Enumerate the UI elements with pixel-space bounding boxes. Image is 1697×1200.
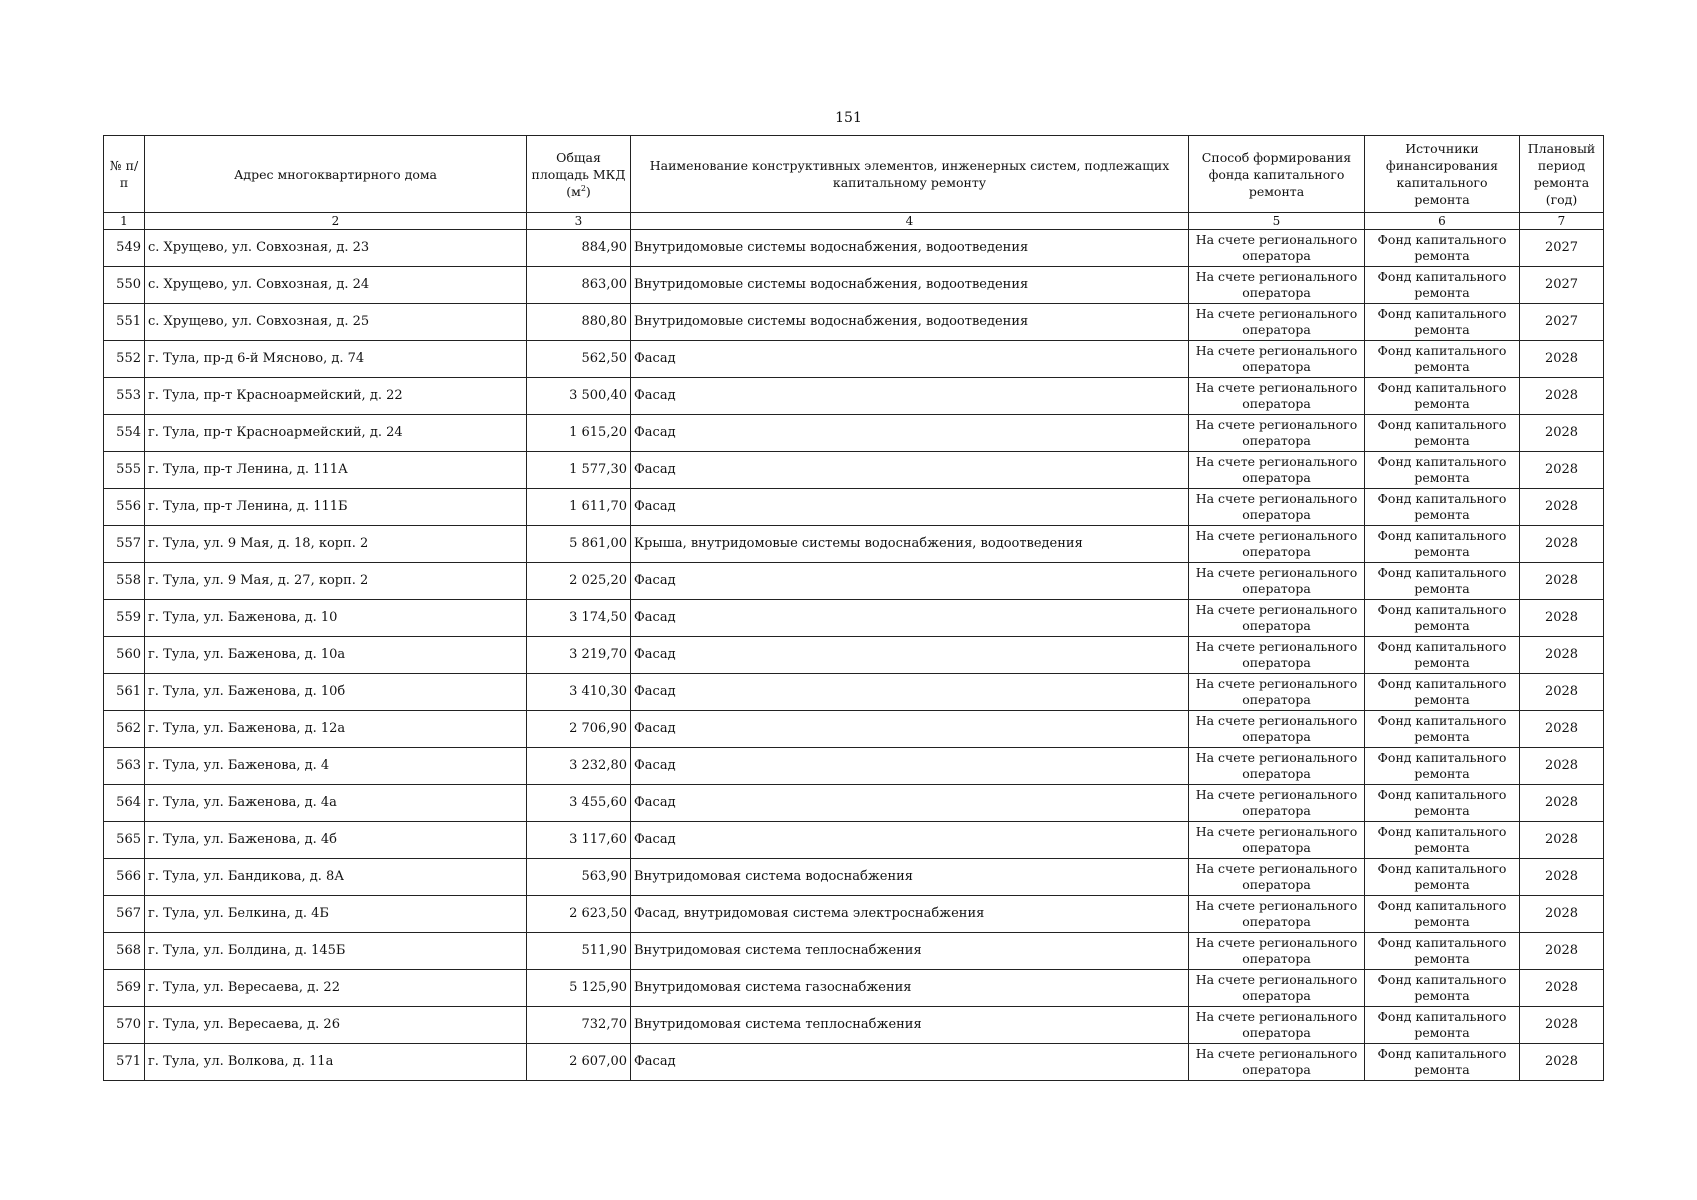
row-year: 2028 xyxy=(1520,896,1604,933)
row-number: 565 xyxy=(104,822,145,859)
row-method: На счете регионального оператора xyxy=(1189,1007,1365,1044)
row-elements: Внутридомовая система теплоснабжения xyxy=(631,933,1189,970)
row-address: г. Тула, пр-т Красноармейский, д. 24 xyxy=(145,415,527,452)
row-area: 3 174,50 xyxy=(527,600,631,637)
row-method: На счете регионального оператора xyxy=(1189,378,1365,415)
row-method: На счете регионального оператора xyxy=(1189,785,1365,822)
row-year: 2027 xyxy=(1520,267,1604,304)
column-number: 4 xyxy=(631,213,1189,230)
row-year: 2027 xyxy=(1520,230,1604,267)
row-number: 567 xyxy=(104,896,145,933)
header-source: Источники финансирования капитального ремонта xyxy=(1365,136,1520,213)
row-number: 556 xyxy=(104,489,145,526)
row-method: На счете регионального оператора xyxy=(1189,526,1365,563)
row-number: 564 xyxy=(104,785,145,822)
row-area: 732,70 xyxy=(527,1007,631,1044)
row-method: На счете регионального оператора xyxy=(1189,415,1365,452)
row-number: 557 xyxy=(104,526,145,563)
row-elements: Фасад xyxy=(631,489,1189,526)
row-year: 2028 xyxy=(1520,1007,1604,1044)
row-area: 3 117,60 xyxy=(527,822,631,859)
row-address: г. Тула, ул. Вересаева, д. 26 xyxy=(145,1007,527,1044)
row-year: 2028 xyxy=(1520,674,1604,711)
table-body xyxy=(104,230,1604,1081)
row-area: 5 125,90 xyxy=(527,970,631,1007)
header-address: Адрес многоквартирного дома xyxy=(145,136,527,213)
row-source: Фонд капитального ремонта xyxy=(1365,563,1520,600)
row-method: На счете регионального оператора xyxy=(1189,452,1365,489)
row-source: Фонд капитального ремонта xyxy=(1365,674,1520,711)
row-source: Фонд капитального ремонта xyxy=(1365,896,1520,933)
row-method: На счете регионального оператора xyxy=(1189,674,1365,711)
row-address: г. Тула, ул. Баженова, д. 12а xyxy=(145,711,527,748)
column-number: 2 xyxy=(145,213,527,230)
row-year: 2028 xyxy=(1520,563,1604,600)
row-area: 1 615,20 xyxy=(527,415,631,452)
row-year: 2028 xyxy=(1520,970,1604,1007)
row-number: 566 xyxy=(104,859,145,896)
row-year: 2028 xyxy=(1520,452,1604,489)
row-area: 2 623,50 xyxy=(527,896,631,933)
row-elements: Фасад xyxy=(631,637,1189,674)
row-address: г. Тула, ул. Баженова, д. 4 xyxy=(145,748,527,785)
row-year: 2028 xyxy=(1520,1044,1604,1081)
row-source: Фонд капитального ремонта xyxy=(1365,933,1520,970)
header-area-label: Общая площадь МКД xyxy=(531,149,626,182)
column-number: 3 xyxy=(527,213,631,230)
table-row xyxy=(104,1044,1604,1081)
row-source: Фонд капитального ремонта xyxy=(1365,637,1520,674)
row-number: 569 xyxy=(104,970,145,1007)
row-source: Фонд капитального ремонта xyxy=(1365,378,1520,415)
row-source: Фонд капитального ремонта xyxy=(1365,489,1520,526)
row-address: г. Тула, ул. Баженова, д. 4а xyxy=(145,785,527,822)
row-year: 2028 xyxy=(1520,341,1604,378)
row-year: 2028 xyxy=(1520,600,1604,637)
row-number: 549 xyxy=(104,230,145,267)
row-source: Фонд капитального ремонта xyxy=(1365,1044,1520,1081)
row-area: 2 706,90 xyxy=(527,711,631,748)
row-elements: Внутридомовая система водоснабжения xyxy=(631,859,1189,896)
table-row xyxy=(104,563,1604,600)
row-area: 3 232,80 xyxy=(527,748,631,785)
column-number: 1 xyxy=(104,213,145,230)
header-area xyxy=(527,136,631,213)
row-area: 1 611,70 xyxy=(527,489,631,526)
row-elements: Внутридомовые системы водоснабжения, водоотведения xyxy=(631,230,1189,267)
row-method: На счете регионального оператора xyxy=(1189,304,1365,341)
row-area: 3 410,30 xyxy=(527,674,631,711)
row-elements: Фасад xyxy=(631,452,1189,489)
row-method: На счете регионального оператора xyxy=(1189,637,1365,674)
row-elements: Фасад xyxy=(631,378,1189,415)
row-number: 559 xyxy=(104,600,145,637)
row-method: На счете регионального оператора xyxy=(1189,822,1365,859)
row-elements: Фасад xyxy=(631,415,1189,452)
table-row xyxy=(104,970,1604,1007)
row-number: 553 xyxy=(104,378,145,415)
table-header-row xyxy=(104,136,1604,213)
row-elements: Внутридомовые системы водоснабжения, водоотведения xyxy=(631,267,1189,304)
table-row xyxy=(104,822,1604,859)
row-year: 2028 xyxy=(1520,859,1604,896)
row-elements: Фасад xyxy=(631,711,1189,748)
row-number: 563 xyxy=(104,748,145,785)
row-elements: Фасад xyxy=(631,563,1189,600)
table-row xyxy=(104,489,1604,526)
header-elements: Наименование конструктивных элементов, инженерных систем, подлежащих капитальному ремонту xyxy=(631,136,1189,213)
row-year: 2028 xyxy=(1520,637,1604,674)
table-row xyxy=(104,230,1604,267)
table-row xyxy=(104,674,1604,711)
row-source: Фонд капитального ремонта xyxy=(1365,600,1520,637)
row-year: 2028 xyxy=(1520,933,1604,970)
row-area: 5 861,00 xyxy=(527,526,631,563)
row-source: Фонд капитального ремонта xyxy=(1365,452,1520,489)
row-source: Фонд капитального ремонта xyxy=(1365,304,1520,341)
row-number: 568 xyxy=(104,933,145,970)
header-period: Плановый период ремонта (год) xyxy=(1520,136,1604,213)
row-method: На счете регионального оператора xyxy=(1189,489,1365,526)
row-year: 2028 xyxy=(1520,378,1604,415)
row-year: 2027 xyxy=(1520,304,1604,341)
row-year: 2028 xyxy=(1520,822,1604,859)
row-address: г. Тула, ул. Белкина, д. 4Б xyxy=(145,896,527,933)
row-area: 2 025,20 xyxy=(527,563,631,600)
table-row xyxy=(104,526,1604,563)
row-number: 555 xyxy=(104,452,145,489)
row-area: 884,90 xyxy=(527,230,631,267)
row-number: 554 xyxy=(104,415,145,452)
row-area: 1 577,30 xyxy=(527,452,631,489)
row-area: 511,90 xyxy=(527,933,631,970)
row-method: На счете регионального оператора xyxy=(1189,970,1365,1007)
table-row xyxy=(104,637,1604,674)
row-area: 2 607,00 xyxy=(527,1044,631,1081)
row-method: На счете регионального оператора xyxy=(1189,563,1365,600)
row-number: 560 xyxy=(104,637,145,674)
table-row xyxy=(104,600,1604,637)
row-address: с. Хрущево, ул. Совхозная, д. 25 xyxy=(145,304,527,341)
row-address: г. Тула, ул. 9 Мая, д. 18, корп. 2 xyxy=(145,526,527,563)
row-elements: Внутридомовая система теплоснабжения xyxy=(631,1007,1189,1044)
row-source: Фонд капитального ремонта xyxy=(1365,341,1520,378)
table-row xyxy=(104,785,1604,822)
row-elements: Фасад xyxy=(631,674,1189,711)
table-row xyxy=(104,896,1604,933)
row-method: На счете регионального оператора xyxy=(1189,267,1365,304)
row-year: 2028 xyxy=(1520,711,1604,748)
row-number: 571 xyxy=(104,1044,145,1081)
row-address: с. Хрущево, ул. Совхозная, д. 24 xyxy=(145,267,527,304)
row-source: Фонд капитального ремонта xyxy=(1365,970,1520,1007)
row-number: 552 xyxy=(104,341,145,378)
row-source: Фонд капитального ремонта xyxy=(1365,859,1520,896)
row-number: 550 xyxy=(104,267,145,304)
table-row xyxy=(104,933,1604,970)
row-source: Фонд капитального ремонта xyxy=(1365,1007,1520,1044)
row-year: 2028 xyxy=(1520,785,1604,822)
row-year: 2028 xyxy=(1520,526,1604,563)
row-elements: Фасад xyxy=(631,1044,1189,1081)
row-number: 562 xyxy=(104,711,145,748)
row-address: г. Тула, пр-т Ленина, д. 111А xyxy=(145,452,527,489)
row-method: На счете регионального оператора xyxy=(1189,711,1365,748)
row-elements: Фасад xyxy=(631,785,1189,822)
row-address: г. Тула, ул. Вересаева, д. 22 xyxy=(145,970,527,1007)
row-area: 863,00 xyxy=(527,267,631,304)
row-year: 2028 xyxy=(1520,415,1604,452)
header-area-unit-end: ) xyxy=(585,183,591,199)
row-elements: Внутридомовая система газоснабжения xyxy=(631,970,1189,1007)
page-number: 151 xyxy=(835,110,862,126)
row-number: 558 xyxy=(104,563,145,600)
row-address: г. Тула, ул. 9 Мая, д. 27, корп. 2 xyxy=(145,563,527,600)
row-number: 551 xyxy=(104,304,145,341)
row-address: г. Тула, пр-т Красноармейский, д. 22 xyxy=(145,378,527,415)
row-area: 3 455,60 xyxy=(527,785,631,822)
row-method: На счете регионального оператора xyxy=(1189,748,1365,785)
row-method: На счете регионального оператора xyxy=(1189,341,1365,378)
row-source: Фонд капитального ремонта xyxy=(1365,230,1520,267)
header-area-unit-base: (м xyxy=(566,183,581,199)
row-address: с. Хрущево, ул. Совхозная, д. 23 xyxy=(145,230,527,267)
row-year: 2028 xyxy=(1520,489,1604,526)
row-address: г. Тула, ул. Бандикова, д. 8А xyxy=(145,859,527,896)
row-address: г. Тула, ул. Волкова, д. 11а xyxy=(145,1044,527,1081)
row-source: Фонд капитального ремонта xyxy=(1365,711,1520,748)
row-address: г. Тула, пр-д 6-й Мясново, д. 74 xyxy=(145,341,527,378)
row-source: Фонд капитального ремонта xyxy=(1365,822,1520,859)
row-number: 570 xyxy=(104,1007,145,1044)
table-row xyxy=(104,415,1604,452)
table-row xyxy=(104,267,1604,304)
row-method: На счете регионального оператора xyxy=(1189,933,1365,970)
row-elements: Крыша, внутридомовые системы водоснабжения, водоотведения xyxy=(631,526,1189,563)
row-elements: Фасад, внутридомовая система электроснабжения xyxy=(631,896,1189,933)
row-area: 3 500,40 xyxy=(527,378,631,415)
row-source: Фонд капитального ремонта xyxy=(1365,267,1520,304)
row-address: г. Тула, ул. Баженова, д. 10а xyxy=(145,637,527,674)
table-row xyxy=(104,711,1604,748)
row-elements: Внутридомовые системы водоснабжения, водоотведения xyxy=(631,304,1189,341)
row-source: Фонд капитального ремонта xyxy=(1365,526,1520,563)
table-row xyxy=(104,1007,1604,1044)
table-row xyxy=(104,748,1604,785)
row-elements: Фасад xyxy=(631,822,1189,859)
column-numbers-row xyxy=(104,213,1604,230)
row-source: Фонд капитального ремонта xyxy=(1365,415,1520,452)
row-method: На счете регионального оператора xyxy=(1189,600,1365,637)
table-row xyxy=(104,378,1604,415)
row-method: На счете регионального оператора xyxy=(1189,1044,1365,1081)
row-area: 562,50 xyxy=(527,341,631,378)
table-row xyxy=(104,304,1604,341)
row-area: 880,80 xyxy=(527,304,631,341)
row-area: 3 219,70 xyxy=(527,637,631,674)
table-row xyxy=(104,452,1604,489)
column-number: 5 xyxy=(1189,213,1365,230)
row-area: 563,90 xyxy=(527,859,631,896)
column-number: 7 xyxy=(1520,213,1604,230)
row-method: На счете регионального оператора xyxy=(1189,230,1365,267)
row-method: На счете регионального оператора xyxy=(1189,859,1365,896)
row-source: Фонд капитального ремонта xyxy=(1365,748,1520,785)
column-number: 6 xyxy=(1365,213,1520,230)
row-source: Фонд капитального ремонта xyxy=(1365,785,1520,822)
row-address: г. Тула, ул. Баженова, д. 4б xyxy=(145,822,527,859)
row-method: На счете регионального оператора xyxy=(1189,896,1365,933)
table-row xyxy=(104,341,1604,378)
header-method: Способ формирования фонда капитального ремонта xyxy=(1189,136,1365,213)
row-year: 2028 xyxy=(1520,748,1604,785)
row-elements: Фасад xyxy=(631,600,1189,637)
header-area-unit-sup: 2 xyxy=(580,183,586,193)
row-elements: Фасад xyxy=(631,748,1189,785)
row-address: г. Тула, пр-т Ленина, д. 111Б xyxy=(145,489,527,526)
row-address: г. Тула, ул. Баженова, д. 10 xyxy=(145,600,527,637)
row-address: г. Тула, ул. Баженова, д. 10б xyxy=(145,674,527,711)
header-num: № п/п xyxy=(104,136,145,213)
row-elements: Фасад xyxy=(631,341,1189,378)
repair-program-table xyxy=(103,135,1604,1081)
table-row xyxy=(104,859,1604,896)
row-address: г. Тула, ул. Болдина, д. 145Б xyxy=(145,933,527,970)
row-number: 561 xyxy=(104,674,145,711)
